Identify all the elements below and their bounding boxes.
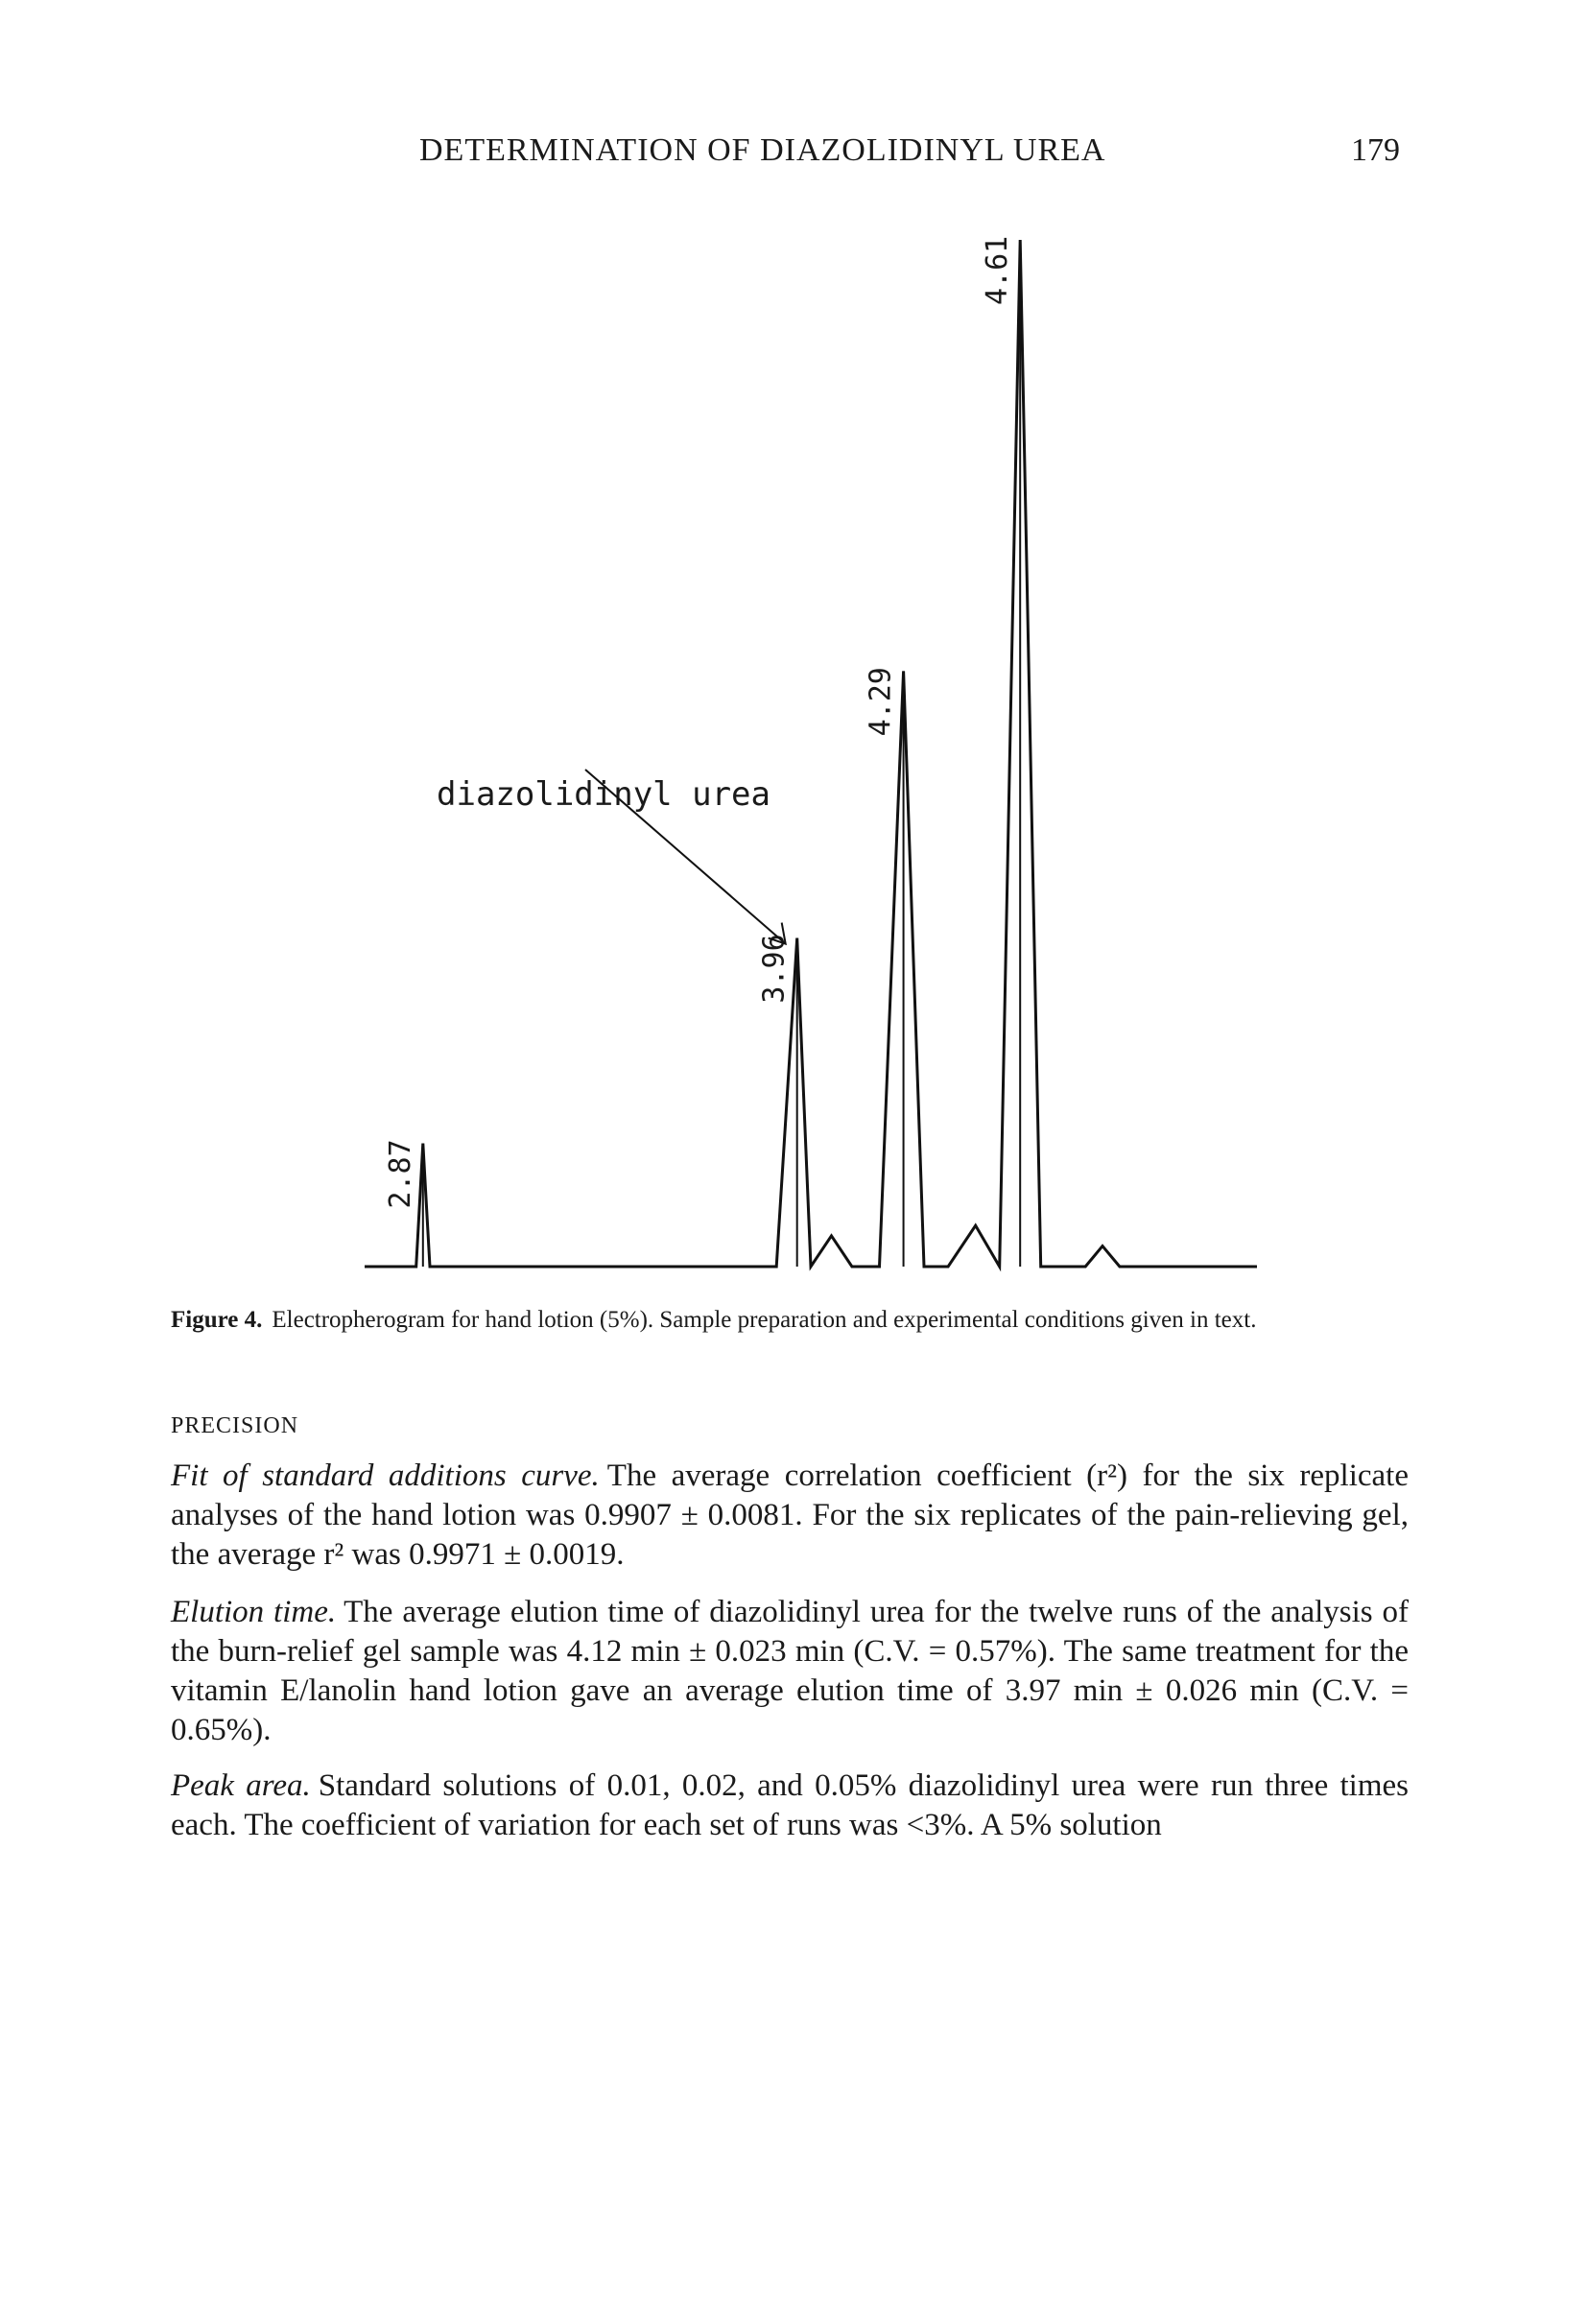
- paragraph-body: The average elution time of diazolidinyl urea for the twelve runs of the analysis of the burn-relief gel sample was 4.12 min ± 0.023 min (C.V. = 0.57%). The same treatment for the vitamin E/lanolin hand lotion gave an average elution time of 3.97 min ± 0.026 min (C.V. = 0.65%).: [171, 1595, 1410, 1747]
- peak-label: 4.61: [981, 235, 1015, 305]
- annotation-label: diazolidinyl urea: [437, 775, 770, 814]
- figure-caption-label: Figure 4.: [171, 1307, 263, 1333]
- page-number: 179: [1351, 132, 1400, 168]
- figure-caption: [171, 1303, 1409, 1338]
- paragraph-fit-of-standard-additions: [171, 1457, 1409, 1575]
- peak-label: 4.29: [864, 667, 898, 737]
- peak-label: 3.96: [757, 934, 792, 1004]
- paragraph-body: The average correlation coefficient (r²) for the six replicate analyses of the hand lotion was 0.9907 ± 0.0081. For the six replicates of the pain-relieving gel, the average r² was 0.9971 ± 0.0019.: [171, 1458, 1409, 1572]
- figure-caption-text: Electropherogram for hand lotion (5%). Sample preparation and experimental conditions given in text.: [272, 1307, 1257, 1333]
- paragraph-runin-heading: Fit of standard additions curve.: [171, 1458, 600, 1493]
- signal-trace: [365, 240, 1257, 1267]
- paragraph-body: Standard solutions of 0.01, 0.02, and 0.05% diazolidinyl urea were run three times each. The coefficient of variation for each set of runs was <3%. A 5% solution: [171, 1768, 1409, 1842]
- paragraph-elution-time: [171, 1593, 1409, 1750]
- peak-label: 2.87: [383, 1139, 417, 1209]
- section-heading: PRECISION: [171, 1413, 299, 1438]
- running-head: DETERMINATION OF DIAZOLIDINYL UREA: [419, 132, 1106, 168]
- paragraph-runin-heading: Peak area.: [171, 1768, 311, 1803]
- paragraph-runin-heading: Elution time.: [171, 1595, 337, 1629]
- paragraph-peak-area: [171, 1767, 1409, 1845]
